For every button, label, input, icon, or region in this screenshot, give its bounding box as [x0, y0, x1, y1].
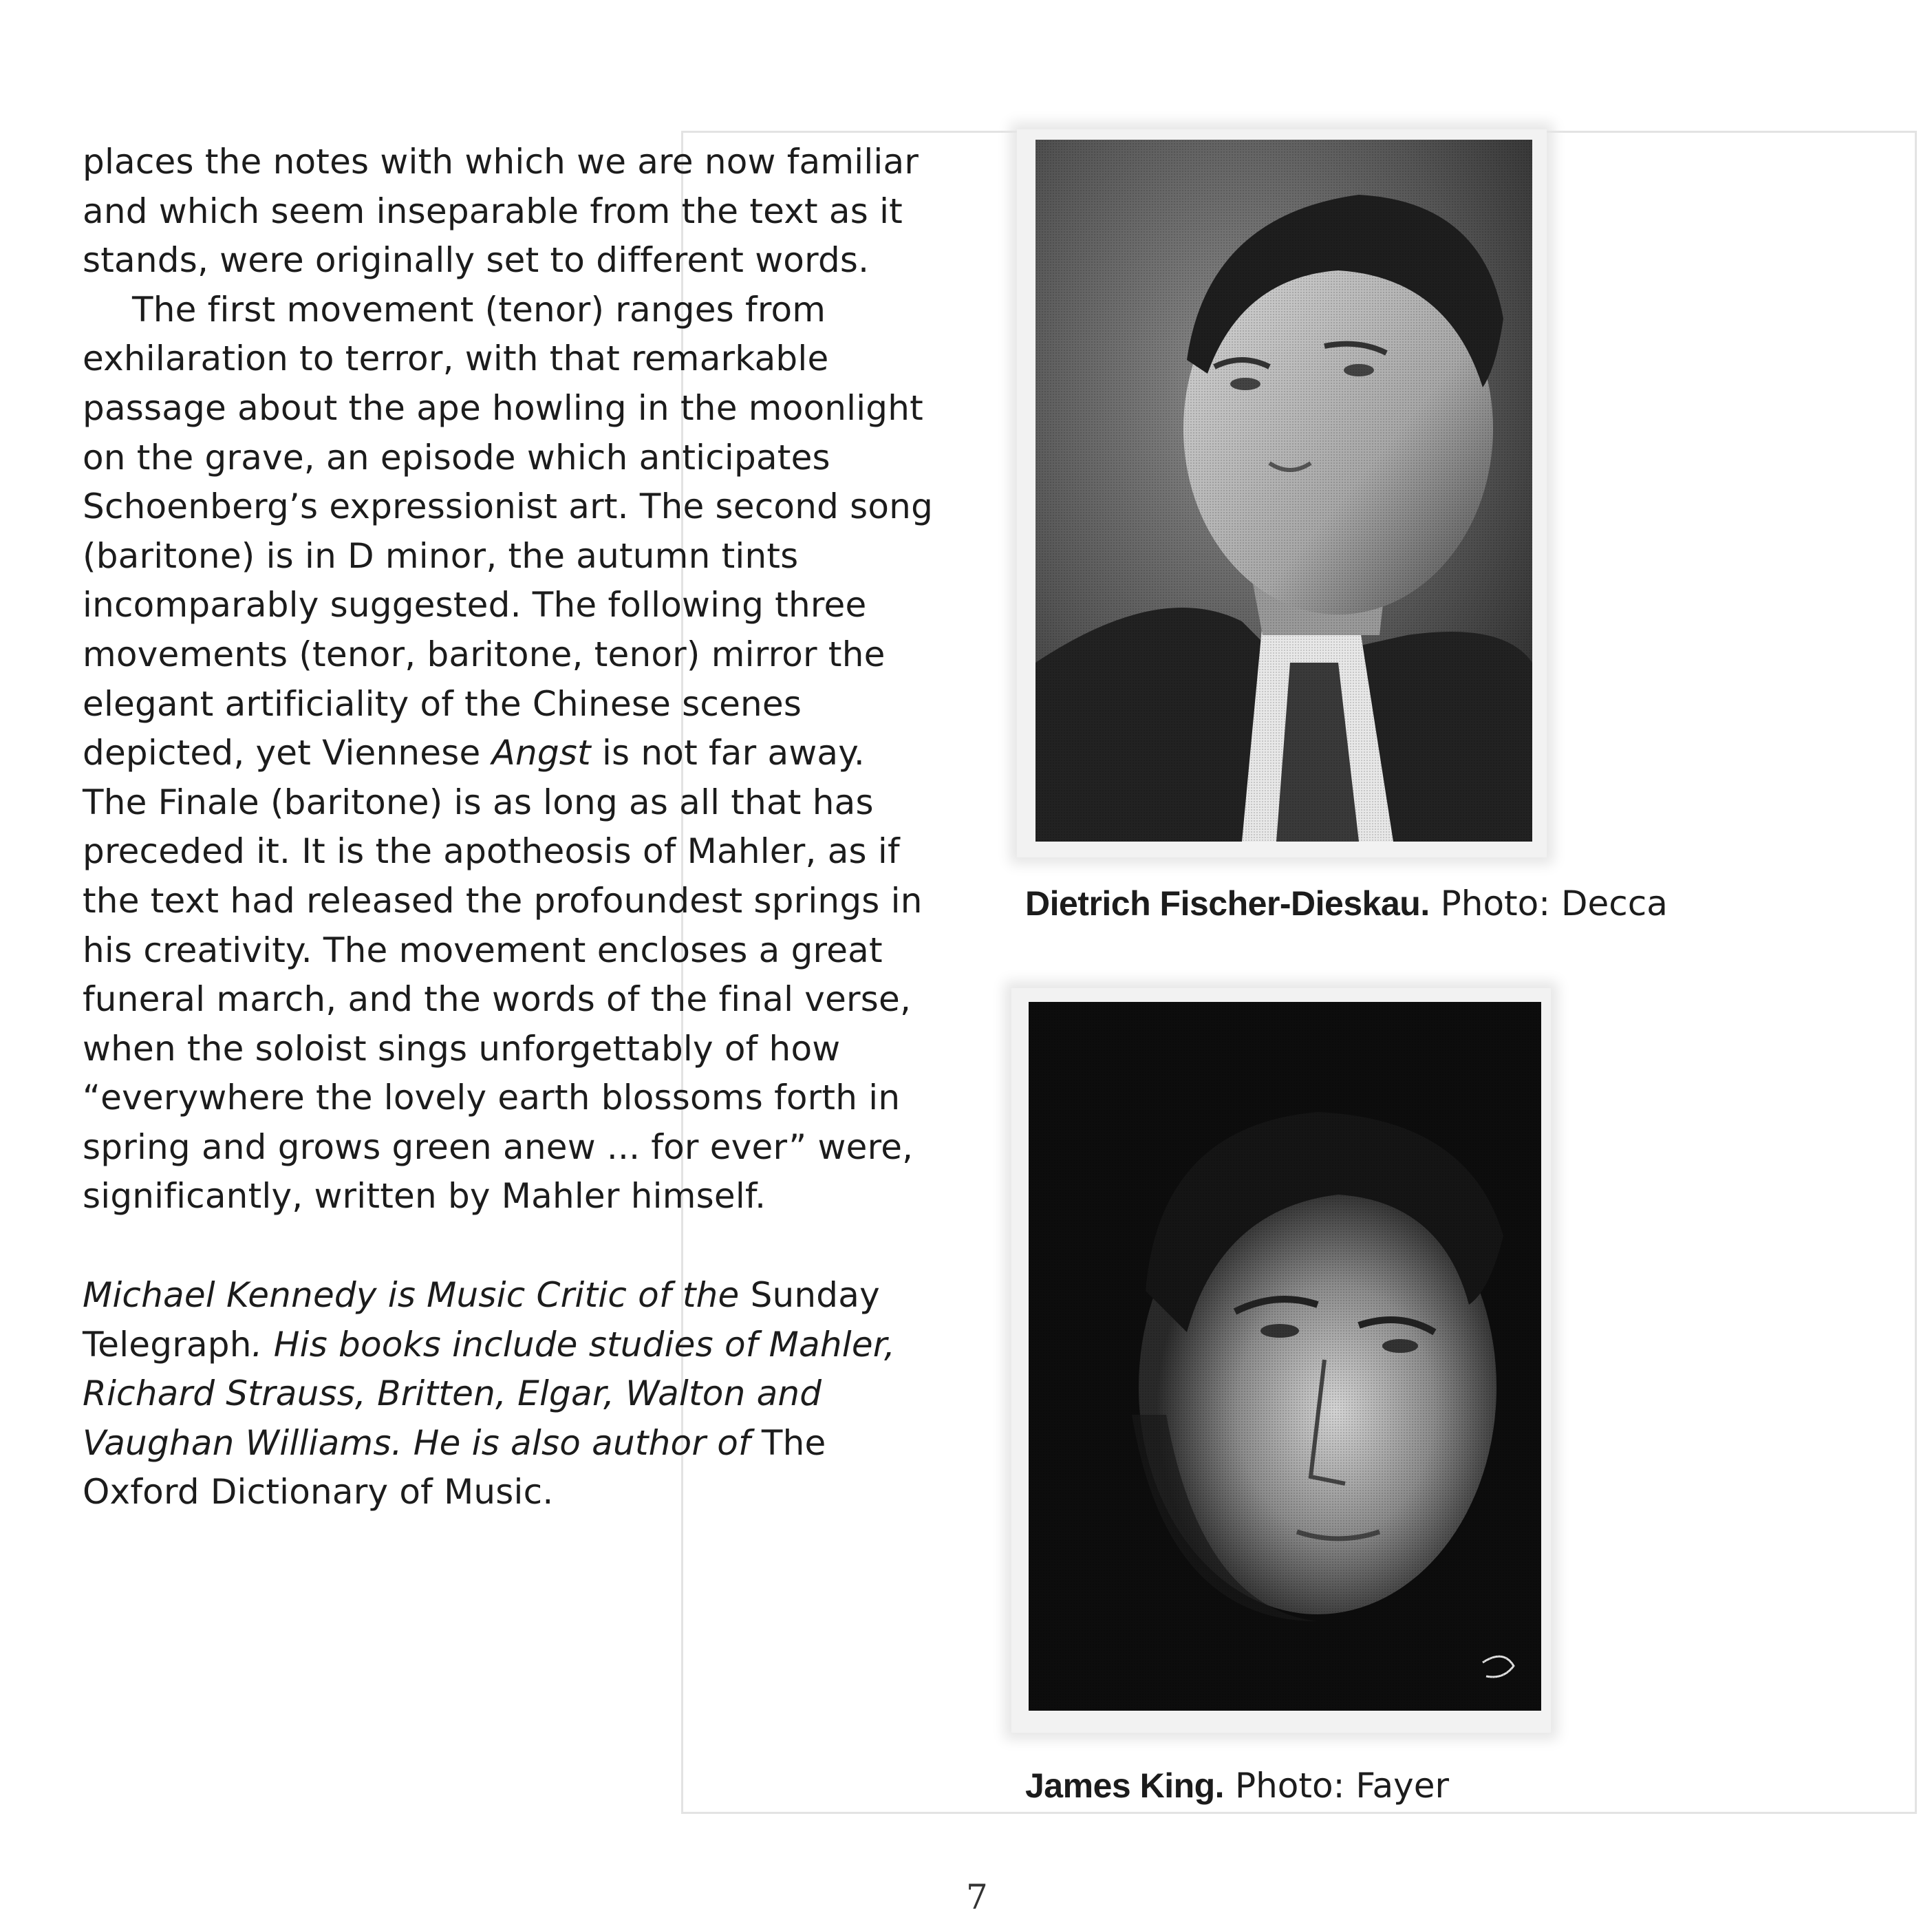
article-text — [83, 138, 936, 1517]
caption-top — [1025, 884, 1668, 923]
caption-credit: Photo: Fayer — [1224, 1766, 1450, 1806]
bio-italic: Michael Kennedy is Music Critic of the — [83, 1275, 740, 1316]
paragraph-movements — [83, 286, 936, 1221]
italic-word: Angst — [491, 733, 591, 773]
paragraph-continuation: places the notes with which we are now familiar and which seem inseparable from the text as it stands, were originally set to different words. — [83, 142, 919, 281]
bio-roman: Sunday Telegraph — [83, 1275, 880, 1365]
paragraph-text: The first movement (tenor) ranges from exhilaration to terror, with that remarkable passage about the ape howling in the moonlight on the grave, an episode which anticipates Schoenberg’s expressionist art. The second song (baritone) is in D minor, the autumn tints incomparably suggested. The following three movements (tenor, baritone, tenor) mirror the elegant artificiality of the Chinese scenes depicted, yet Viennese — [83, 289, 934, 773]
author-bio — [83, 1271, 936, 1517]
portrait-image — [1029, 1002, 1541, 1711]
caption-name: Dietrich Fischer-Dieskau. — [1025, 884, 1430, 923]
photo-fischer-dieskau — [1035, 140, 1532, 842]
caption-credit: Photo: Decca — [1429, 884, 1668, 923]
bio-roman: The Oxford Dictionary of Music. — [83, 1422, 826, 1513]
paragraph-text: is not far away. The Finale (baritone) is as long as all that has preceded it. It is the apotheosis of Mahler, as if the text had released the profoundest springs in his creativity. The movement encloses a great funeral march, and the words of the final verse, when the soloist sings unforgettably of how “everywhere the lovely earth blossoms forth in spring and grows green anew ... for ever” were, significantly, written by Mahler himself. — [83, 733, 923, 1217]
caption-name: James King. — [1025, 1766, 1225, 1805]
bio-italic: . His books include studies of Mahler, Richard Strauss, Britten, Elgar, Walton and Vaughan Williams. He is also author of — [83, 1324, 896, 1463]
page-number: 7 — [966, 1877, 988, 1917]
photo-james-king — [1029, 1002, 1541, 1711]
portrait-image — [1035, 140, 1532, 842]
caption-bottom — [1025, 1766, 1449, 1806]
